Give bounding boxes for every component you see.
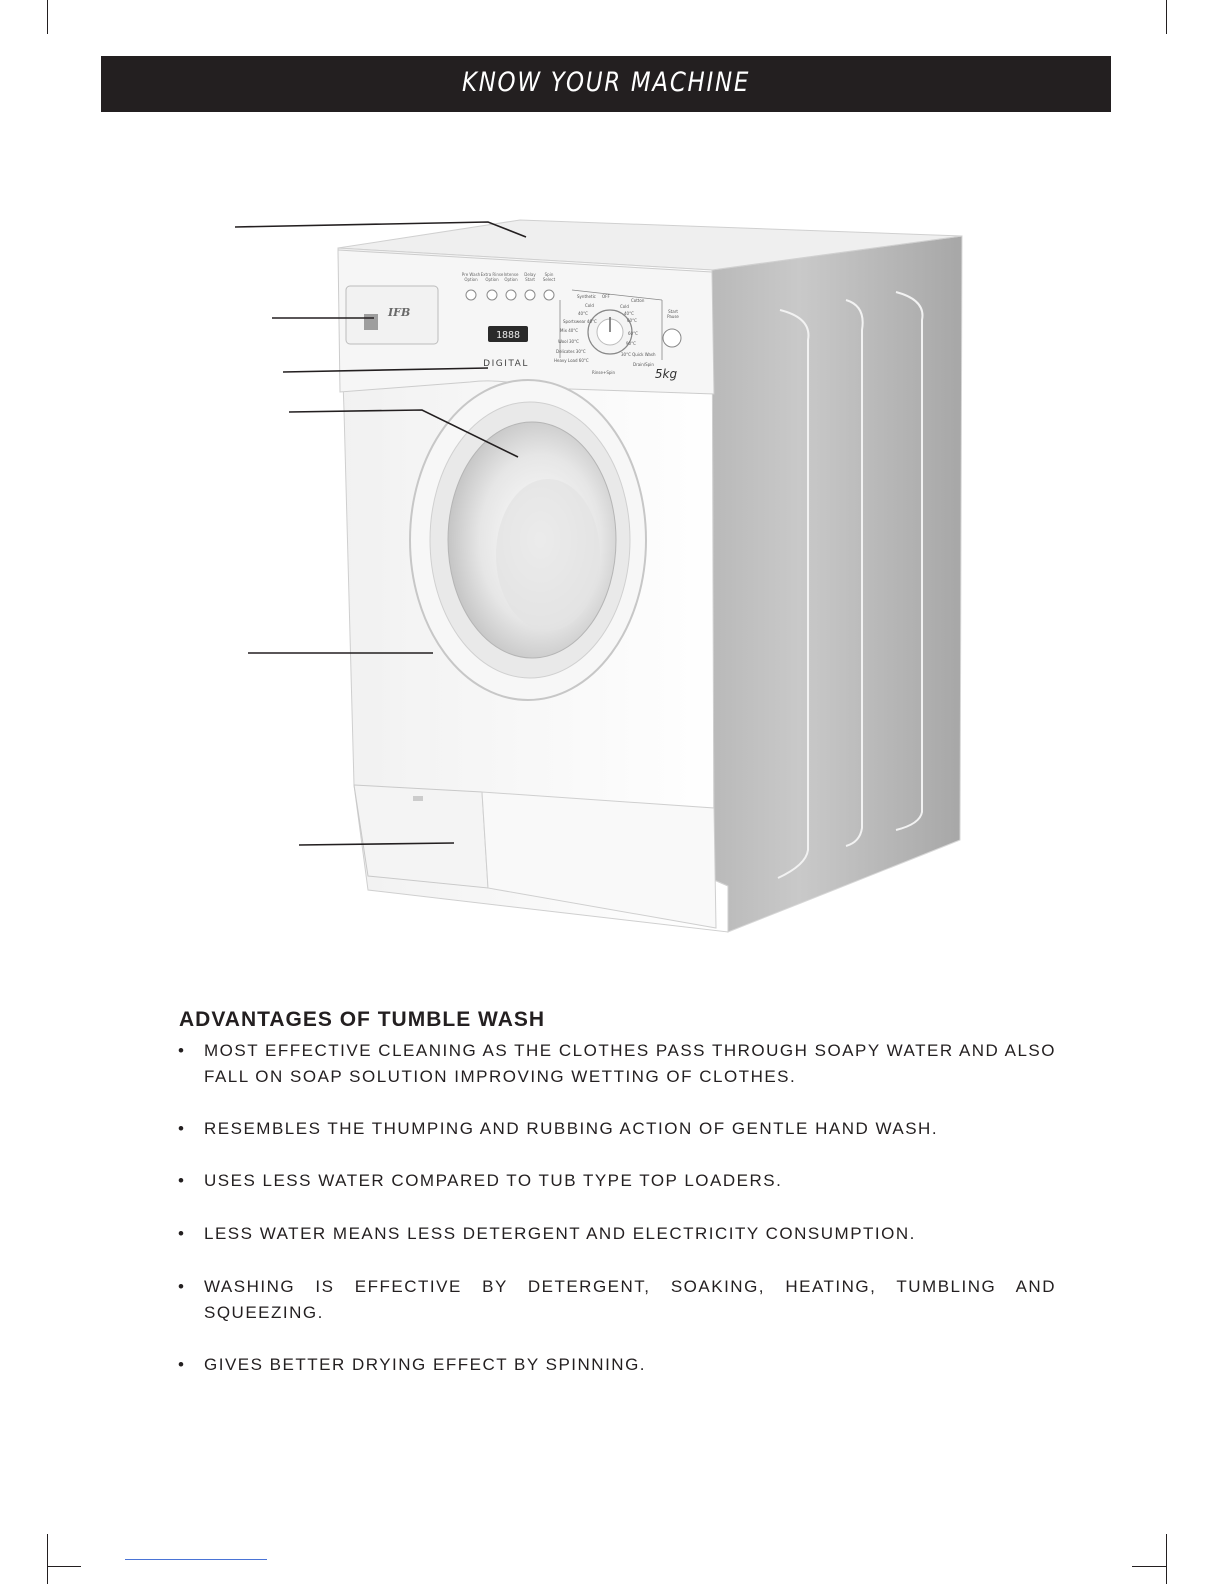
svg-text:Wool 30°C: Wool 30°C [558,339,579,344]
washing-machine-illustration [220,200,980,960]
crop-mark-bottom-right-v [1166,1534,1167,1584]
capacity-label: 5kg [654,367,678,381]
machine-side-panel [712,236,962,932]
header-bar [101,56,1111,112]
svg-text:Option: Option [504,277,518,282]
crop-mark-top-right-v [1166,0,1167,34]
svg-text:Spin: Spin [544,272,554,277]
list-item: • USES LESS WATER COMPARED TO TUB TYPE TOP LOADERS. [176,1168,1056,1194]
svg-text:Option: Option [464,277,478,282]
svg-text:Select: Select [542,277,556,282]
display-readout: 1888 [495,330,521,341]
svg-text:OFF: OFF [602,294,610,299]
svg-text:60°C: 60°C [627,318,637,323]
svg-text:Pre Wash: Pre Wash [461,272,481,277]
svg-text:40°C: 40°C [624,311,634,316]
svg-text:30°C Quick Wash: 30°C Quick Wash [621,352,656,357]
svg-text:Cold: Cold [620,304,629,309]
crop-mark-bottom-right-h [1132,1566,1166,1567]
drawer-handle [364,314,378,330]
svg-text:Extra Rinse: Extra Rinse [480,272,504,277]
svg-text:Heavy Load 60°C: Heavy Load 60°C [554,358,589,363]
svg-text:Rinse+Spin: Rinse+Spin [592,370,616,375]
svg-text:Delay: Delay [524,272,536,277]
svg-text:Mix 40°C: Mix 40°C [560,328,579,333]
svg-text:Start: Start [525,277,535,282]
brand-logo: IFB [388,306,411,319]
svg-text:Pause: Pause [667,314,679,319]
start-pause-button [663,329,681,347]
svg-text:Start: Start [668,309,678,314]
list-item: • RESEMBLES THE THUMPING AND RUBBING ACTION OF GENTLE HAND WASH. [176,1116,1056,1142]
svg-text:60°C: 60°C [628,331,638,336]
svg-text:Sportswear 40°C: Sportswear 40°C [563,319,597,324]
list-item: • LESS WATER MEANS LESS DETERGENT AND ELECTRICITY CONSUMPTION. [176,1221,1056,1247]
svg-text:Delicates 30°C: Delicates 30°C [556,349,586,354]
crop-mark-bottom-left-v [47,1534,48,1584]
svg-text:90°C: 90°C [626,341,636,346]
svg-text:Cold: Cold [585,303,594,308]
digital-label: DIGITAL [483,359,529,369]
svg-text:Option: Option [485,277,499,282]
list-item: • WASHING IS EFFECTIVE BY DETERGENT, SOAKING, HEATING, TUMBLING AND SQUEEZING. [176,1274,1056,1326]
svg-text:40°C: 40°C [578,311,588,316]
crop-mark-bottom-left-h [47,1566,81,1567]
crop-mark-top-left-v [47,0,48,34]
svg-text:Synthetic: Synthetic [577,294,596,299]
list-item: • MOST EFFECTIVE CLEANING AS THE CLOTHES PASS THROUGH SOAPY WATER AND ALSO FALL ON SOAP SOLUTION IMPROVING WETTING OF CLOTHES. [176,1038,1056,1090]
advantages-title: ADVANTAGES OF TUMBLE WASH [179,1008,546,1031]
list-item: • GIVES BETTER DRYING EFFECT BY SPINNING. [176,1352,1056,1378]
svg-text:Intense: Intense [503,272,519,277]
svg-text:Cotton: Cotton [631,298,645,303]
advantages-list [176,1038,1056,1378]
svg-text:Drain/Spin: Drain/Spin [633,362,654,367]
page-title: KNOW YOUR MACHINE [461,67,751,98]
footer-rule [125,1559,267,1560]
